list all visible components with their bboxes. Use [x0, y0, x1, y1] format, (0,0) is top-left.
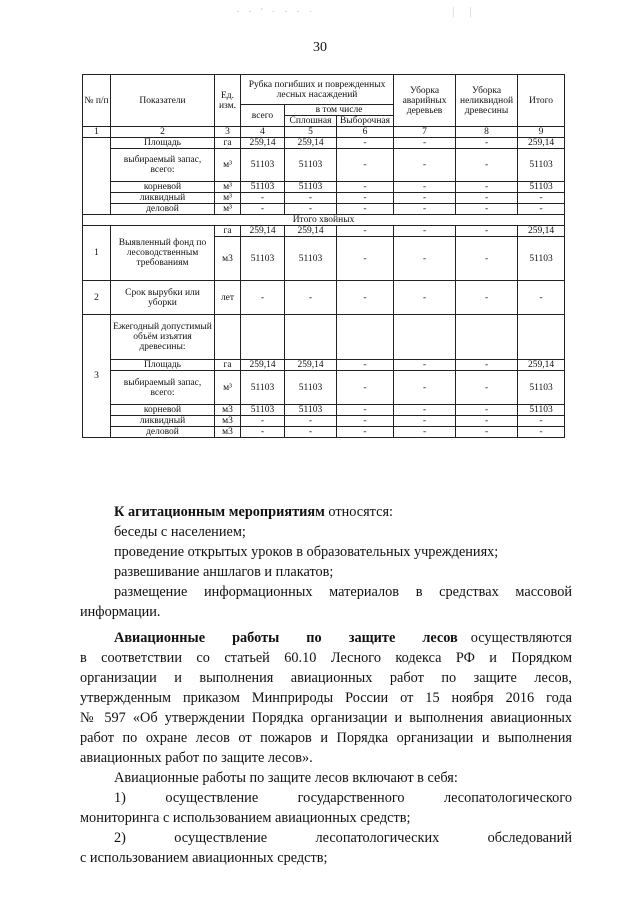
col-number: 4 [241, 127, 285, 138]
col-number: 6 [337, 127, 394, 138]
row-num: 3 [83, 315, 111, 438]
cell-value: 51103 [518, 405, 565, 416]
header-indicators: Показатели [111, 75, 215, 127]
cell-value: - [337, 193, 394, 204]
cell-value: - [337, 226, 394, 237]
cell-value: - [285, 281, 337, 315]
cell-value: - [394, 182, 456, 193]
section-title: Итого хвойных [83, 215, 565, 226]
aviation-item1-cont: мониторинга с использованием авиационных средств; [80, 810, 411, 826]
header-clear: Сплошная [285, 116, 337, 127]
row-unit: га [215, 360, 241, 371]
header-selective: Выборочная [337, 116, 394, 127]
empty-cell [394, 315, 456, 360]
row-label: Ежегодный допустимый объём изъятия древесины: [111, 315, 215, 360]
cell-value: - [394, 405, 456, 416]
empty-cell [337, 315, 394, 360]
row-label: выбираемый запас, всего: [111, 371, 215, 405]
cell-value: 259,14 [518, 138, 565, 149]
item1-word: лесопатологического [443, 790, 572, 806]
header-itogo: Итого [518, 75, 565, 127]
aviation-lead-rest: осуществляются [470, 630, 572, 646]
cell-value: - [337, 281, 394, 315]
scan-mark: · · ' · · · · [236, 6, 316, 18]
row-num: 2 [83, 281, 111, 315]
cell-value: - [394, 360, 456, 371]
cell-value: - [337, 427, 394, 438]
agitation-lead-rest: относятся: [324, 504, 394, 520]
table-row [83, 371, 565, 405]
col-number: 5 [285, 127, 337, 138]
cell-value: 259,14 [285, 138, 337, 149]
col-number: 3 [215, 127, 241, 138]
table-row [83, 281, 565, 315]
cell-value: - [456, 193, 518, 204]
cell-value: - [394, 416, 456, 427]
empty-cell [518, 315, 565, 360]
cell-value: - [518, 193, 565, 204]
cell-value: - [518, 416, 565, 427]
header-total: всего [241, 105, 285, 127]
aviation-line: организации и выполнения авиационных работ по защите лесов, [80, 670, 572, 686]
cell-value: 51103 [285, 371, 337, 405]
cell-value: - [456, 226, 518, 237]
col-number: 9 [518, 127, 565, 138]
cell-value: - [394, 193, 456, 204]
table-row [83, 416, 565, 427]
agitation-item-last-line1: размещение информационных материалов в средствах массовой [114, 584, 572, 600]
empty-cell [456, 315, 518, 360]
table-row [83, 360, 565, 371]
cell-value: - [337, 204, 394, 215]
header-including: в том числе [285, 105, 394, 116]
aviation-lead-bold: Авиационные работы по защите лесов [114, 630, 458, 646]
row-unit: м3 [215, 427, 241, 438]
item2-num: 2) [114, 830, 126, 846]
aviation-line-last: авиационных работ по защите лесов». [80, 750, 313, 766]
cell-value: 51103 [241, 149, 285, 182]
empty-num-cell [83, 138, 111, 215]
cell-value: 51103 [285, 182, 337, 193]
row-unit: м³ [215, 193, 241, 204]
aviation-section [80, 628, 572, 868]
cell-value: - [241, 427, 285, 438]
row-label: ликвидный [111, 416, 215, 427]
row-unit: м³ [215, 149, 241, 182]
cell-value: 259,14 [285, 226, 337, 237]
cell-value: - [241, 416, 285, 427]
cell-value: 259,14 [241, 360, 285, 371]
cell-value: - [337, 405, 394, 416]
agitation-item: проведение открытых уроков в образовательных учреждениях; [114, 544, 499, 560]
cell-value: - [337, 360, 394, 371]
table-row [83, 427, 565, 438]
cell-value: 259,14 [518, 360, 565, 371]
item2-word: обследований [487, 830, 572, 846]
cell-value: 51103 [518, 237, 565, 281]
cell-value: - [241, 281, 285, 315]
cell-value: - [394, 149, 456, 182]
agitation-lead-bold: К агитационным мероприятиям [114, 504, 325, 520]
cell-value: - [456, 281, 518, 315]
table-row [83, 193, 565, 204]
cell-value: - [518, 281, 565, 315]
table-row [83, 204, 565, 215]
cell-value: - [456, 427, 518, 438]
header-illiquid: Уборка неликвидной древесины [456, 75, 518, 127]
cell-value: - [394, 427, 456, 438]
scan-mark-right: | | [452, 4, 478, 18]
column-number-row [83, 127, 565, 138]
table-row [83, 315, 565, 360]
item1-word: государственного [297, 790, 405, 806]
row-num: 1 [83, 226, 111, 281]
cell-value: 51103 [518, 149, 565, 182]
row-unit: м3 [215, 416, 241, 427]
col-number: 1 [83, 127, 111, 138]
cell-value: - [285, 204, 337, 215]
cell-value: 259,14 [241, 138, 285, 149]
table-row [83, 182, 565, 193]
row-label: корневой [111, 182, 215, 193]
aviation-line: утвержденным приказом Минприроды России от 15 ноября 2016 года [80, 690, 572, 706]
item1-num: 1) [114, 790, 126, 806]
cell-value: - [518, 204, 565, 215]
cell-value: - [456, 204, 518, 215]
agitation-item: развешивание аншлагов и плакатов; [114, 564, 334, 580]
row-unit: м3 [215, 237, 241, 281]
cell-value: - [456, 405, 518, 416]
aviation-line: работ по охране лесов от пожаров и Порядка организации и выполнения [80, 730, 572, 746]
row-unit: м³ [215, 182, 241, 193]
row-label: Площадь [111, 138, 215, 149]
row-unit: га [215, 138, 241, 149]
empty-cell [285, 315, 337, 360]
row-label: деловой [111, 204, 215, 215]
table-row [83, 226, 565, 237]
data-table [82, 74, 565, 438]
cell-value: 51103 [518, 371, 565, 405]
cell-value: - [337, 371, 394, 405]
page-number: 30 [313, 40, 327, 55]
table-row [83, 138, 565, 149]
aviation-p2: Авиационные работы по защите лесов включают в себя: [114, 770, 458, 786]
cell-value: - [337, 182, 394, 193]
agitation-section [80, 502, 572, 622]
cell-value: - [394, 281, 456, 315]
cell-value: - [337, 149, 394, 182]
row-label: корневой [111, 405, 215, 416]
row-unit: га [215, 226, 241, 237]
cell-value: 51103 [241, 237, 285, 281]
col-number: 7 [394, 127, 456, 138]
aviation-line: № 597 «Об утверждении Порядка организации и выполнения авиационных [80, 710, 572, 726]
cell-value: - [337, 138, 394, 149]
aviation-item2 [80, 828, 572, 848]
row-label: Площадь [111, 360, 215, 371]
cell-value: 51103 [241, 182, 285, 193]
empty-cell [241, 315, 285, 360]
col-number: 8 [456, 127, 518, 138]
aviation-item2-cont: с использованием авиационных средств; [80, 850, 328, 866]
cell-value: 259,14 [241, 226, 285, 237]
cell-value: 51103 [241, 405, 285, 416]
cell-value: - [241, 193, 285, 204]
cell-value: - [456, 237, 518, 281]
cell-value: - [394, 237, 456, 281]
row-label: деловой [111, 427, 215, 438]
row-label: ликвидный [111, 193, 215, 204]
cell-value: 51103 [285, 149, 337, 182]
header-felling: Рубка погибших и поврежденных лесных насаждений [241, 75, 394, 105]
cell-value: - [337, 237, 394, 281]
header-unit: Ед. изм. [215, 75, 241, 127]
cell-value: - [285, 427, 337, 438]
cell-value: - [394, 371, 456, 405]
cell-value: - [337, 416, 394, 427]
agitation-item: беседы с населением; [114, 524, 246, 540]
cell-value: 51103 [285, 237, 337, 281]
item2-word: осуществление [174, 830, 268, 846]
aviation-line: в соответствии со статьей 60.10 Лесного кодекса РФ и Порядком [80, 650, 572, 666]
item1-word: осуществление [165, 790, 259, 806]
cell-value: 51103 [285, 405, 337, 416]
agitation-lead [80, 502, 572, 522]
cell-value: - [394, 138, 456, 149]
cell-value: 259,14 [285, 360, 337, 371]
table-row [83, 149, 565, 182]
cell-value: - [456, 360, 518, 371]
item2-word: лесопатологических [315, 830, 440, 846]
cell-value: 51103 [518, 182, 565, 193]
cell-value: - [285, 193, 337, 204]
row-label: Срок вырубки или уборки [111, 281, 215, 315]
row-label: Выявленный фонд по лесоводственным требованиям [111, 226, 215, 281]
row-unit: м³ [215, 371, 241, 405]
cell-value: - [394, 204, 456, 215]
row-label: выбираемый запас, всего: [111, 149, 215, 182]
cell-value: - [456, 371, 518, 405]
section-row [83, 215, 565, 226]
aviation-item1 [80, 788, 572, 808]
agitation-item-last-line2: информации. [80, 604, 161, 620]
cell-value: - [456, 416, 518, 427]
row-unit: лет [215, 281, 241, 315]
cell-value: - [285, 416, 337, 427]
row-unit: м³ [215, 204, 241, 215]
cell-value: - [456, 182, 518, 193]
cell-value: - [394, 226, 456, 237]
aviation-lead [80, 628, 572, 648]
cell-value: 51103 [241, 371, 285, 405]
col-number: 2 [111, 127, 215, 138]
cell-value: - [456, 138, 518, 149]
cell-value: - [241, 204, 285, 215]
cell-value: 259,14 [518, 226, 565, 237]
header-num: № п/п [83, 75, 111, 127]
table-row [83, 405, 565, 416]
empty-cell [215, 315, 241, 360]
cell-value: - [518, 427, 565, 438]
row-unit: м3 [215, 405, 241, 416]
cell-value: - [456, 149, 518, 182]
header-emergency: Уборка аварийных деревьев [394, 75, 456, 127]
